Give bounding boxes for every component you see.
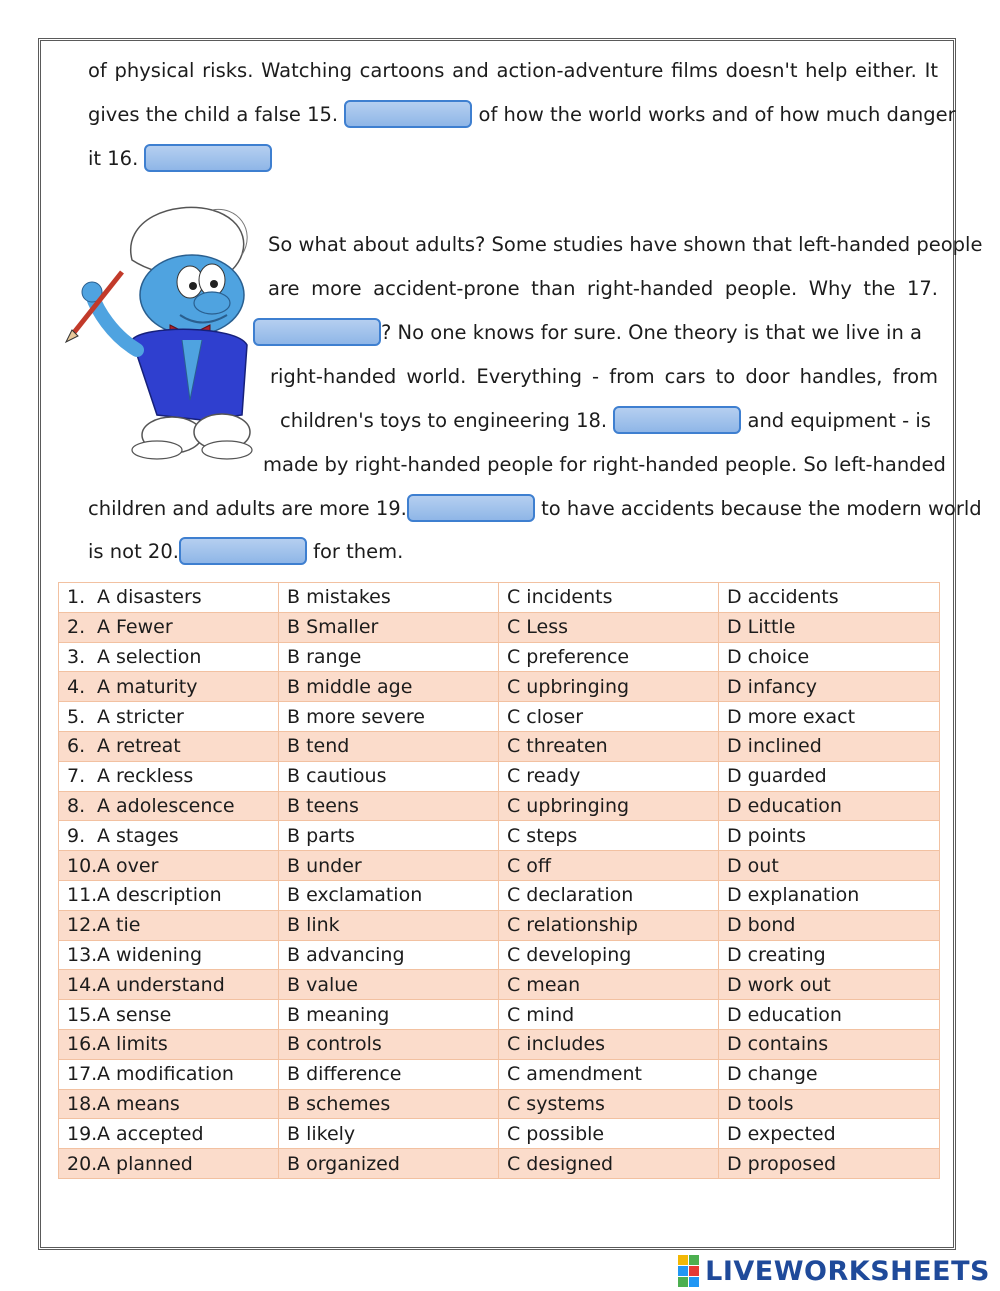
- option-cell: [59, 731, 279, 761]
- option-cell: [719, 612, 940, 642]
- option-text: A accepted: [97, 1122, 204, 1145]
- option-text: D tools: [727, 1092, 794, 1115]
- option-text: C designed: [507, 1152, 614, 1175]
- option-text: C ready: [507, 765, 581, 788]
- option-text: D inclined: [727, 735, 822, 758]
- option-text: D creating: [727, 943, 826, 966]
- option-cell: [719, 731, 940, 761]
- option-text: C amendment: [507, 1063, 642, 1086]
- option-text: B tend: [287, 735, 350, 758]
- passage-line: gives the child a false 15. of how the world works and of how much danger: [88, 93, 938, 137]
- passage-line: it 16.: [88, 137, 272, 181]
- option-cell: [279, 970, 499, 1000]
- passage-line: of physical risks. Watching cartoons and action-adventure films doesn't help either. It: [88, 59, 938, 82]
- options-row: [59, 910, 940, 940]
- option-text: A over: [97, 854, 159, 877]
- passage-line: children and adults are more 19. to have accidents because the modern world: [88, 487, 938, 531]
- option-cell: [719, 1029, 940, 1059]
- option-text: C Less: [507, 616, 569, 639]
- option-text: C declaration: [507, 884, 634, 907]
- option-cell: [59, 672, 279, 702]
- option-cell: [279, 821, 499, 851]
- option-cell: [59, 851, 279, 881]
- option-cell: [499, 702, 719, 732]
- option-cell: [719, 910, 940, 940]
- option-text: B parts: [287, 824, 355, 847]
- options-row: [59, 791, 940, 821]
- option-cell: [499, 642, 719, 672]
- option-text: C mind: [507, 1003, 575, 1026]
- option-text: B more severe: [287, 705, 425, 728]
- options-row: [59, 970, 940, 1000]
- option-cell: [279, 702, 499, 732]
- smurf-illustration: [62, 200, 262, 460]
- answer-gap-18[interactable]: [613, 406, 741, 434]
- option-cell: [59, 1119, 279, 1149]
- option-text: B mistakes: [287, 586, 391, 609]
- option-cell: [499, 583, 719, 613]
- option-text: C steps: [507, 824, 578, 847]
- option-cell: [279, 1000, 499, 1030]
- option-cell: [279, 1119, 499, 1149]
- option-text: C systems: [507, 1092, 605, 1115]
- option-cell: [279, 1029, 499, 1059]
- option-cell: [279, 880, 499, 910]
- brand-footer: [678, 1256, 990, 1286]
- option-text: B schemes: [287, 1092, 391, 1115]
- option-cell: [279, 761, 499, 791]
- options-row: [59, 1029, 940, 1059]
- option-text: D choice: [727, 645, 810, 668]
- option-cell: [279, 940, 499, 970]
- question-number: 12.: [67, 914, 98, 937]
- question-number: 9.: [67, 824, 86, 847]
- option-cell: [59, 1029, 279, 1059]
- option-text: A Fewer: [97, 616, 173, 639]
- option-cell: [499, 1089, 719, 1119]
- option-cell: [719, 970, 940, 1000]
- passage-line: is not 20. for them.: [88, 530, 403, 574]
- options-row: [59, 1059, 940, 1089]
- passage-line: ? No one knows for sure. One theory is that we live in a: [253, 311, 938, 355]
- answer-gap-19[interactable]: [407, 494, 535, 522]
- option-text: A widening: [97, 943, 203, 966]
- question-number: 14.: [67, 973, 98, 996]
- option-text: D explanation: [727, 884, 860, 907]
- option-text: A means: [97, 1092, 180, 1115]
- option-text: D accidents: [727, 586, 839, 609]
- passage-line: children's toys to engineering 18. and equipment - is: [280, 399, 938, 443]
- passage-line: are more accident-prone than right-handed people. Why the 17.: [268, 277, 938, 300]
- option-cell: [279, 731, 499, 761]
- option-text: B advancing: [287, 943, 405, 966]
- option-text: B teens: [287, 794, 359, 817]
- option-text: B value: [287, 973, 358, 996]
- option-cell: [279, 612, 499, 642]
- option-text: A limits: [97, 1033, 168, 1056]
- option-text: C possible: [507, 1122, 605, 1145]
- question-number: 16.: [67, 1033, 98, 1056]
- options-row: [59, 1089, 940, 1119]
- option-text: A selection: [97, 645, 202, 668]
- option-cell: [719, 821, 940, 851]
- option-cell: [59, 583, 279, 613]
- option-cell: [59, 1059, 279, 1089]
- answer-gap-20[interactable]: [179, 537, 307, 565]
- option-cell: [59, 1089, 279, 1119]
- question-number: 7.: [67, 765, 86, 788]
- option-text: D education: [727, 794, 842, 817]
- option-text: D infancy: [727, 675, 818, 698]
- option-cell: [499, 880, 719, 910]
- options-row: [59, 821, 940, 851]
- option-text: A tie: [97, 914, 141, 937]
- option-cell: [719, 851, 940, 881]
- options-row: [59, 702, 940, 732]
- option-text: B controls: [287, 1033, 382, 1056]
- answer-gap-17[interactable]: [253, 318, 381, 346]
- option-text: C upbringing: [507, 675, 630, 698]
- answer-gap-16[interactable]: [144, 144, 272, 172]
- option-cell: [279, 672, 499, 702]
- option-cell: [499, 821, 719, 851]
- option-text: C includes: [507, 1033, 606, 1056]
- option-cell: [59, 821, 279, 851]
- option-text: B range: [287, 645, 362, 668]
- option-cell: [719, 880, 940, 910]
- options-row: [59, 880, 940, 910]
- option-text: D out: [727, 854, 779, 877]
- option-text: D guarded: [727, 765, 827, 788]
- option-text: B cautious: [287, 765, 387, 788]
- option-text: D more exact: [727, 705, 856, 728]
- option-cell: [719, 761, 940, 791]
- option-text: C upbringing: [507, 794, 630, 817]
- option-text: C relationship: [507, 914, 638, 937]
- option-text: C preference: [507, 645, 630, 668]
- question-number: 19.: [67, 1122, 98, 1145]
- option-text: B likely: [287, 1122, 356, 1145]
- question-number: 3.: [67, 645, 86, 668]
- option-text: B meaning: [287, 1003, 390, 1026]
- option-text: A modification: [97, 1063, 234, 1086]
- options-row: [59, 761, 940, 791]
- option-text: A retreat: [97, 735, 181, 758]
- options-row: [59, 583, 940, 613]
- option-text: D contains: [727, 1033, 829, 1056]
- option-text: C closer: [507, 705, 584, 728]
- option-cell: [499, 940, 719, 970]
- option-cell: [499, 970, 719, 1000]
- options-row: [59, 612, 940, 642]
- option-text: C off: [507, 854, 552, 877]
- option-text: C threaten: [507, 735, 608, 758]
- option-cell: [279, 583, 499, 613]
- option-text: A disasters: [97, 586, 202, 609]
- option-cell: [279, 1149, 499, 1179]
- options-row: [59, 1149, 940, 1179]
- option-text: B Smaller: [287, 616, 379, 639]
- option-text: C incidents: [507, 586, 613, 609]
- options-row: [59, 1000, 940, 1030]
- option-text: C mean: [507, 973, 581, 996]
- option-cell: [499, 672, 719, 702]
- passage-line: made by right-handed people for right-handed people. So left-handed: [263, 453, 946, 476]
- option-cell: [59, 612, 279, 642]
- question-number: 1.: [67, 586, 86, 609]
- passage-line: right-handed world. Everything - from cars to door handles, from: [270, 365, 938, 388]
- question-number: 11.: [67, 884, 98, 907]
- option-cell: [719, 1119, 940, 1149]
- option-cell: [719, 1149, 940, 1179]
- option-text: D change: [727, 1063, 818, 1086]
- option-text: D expected: [727, 1122, 836, 1145]
- option-cell: [279, 910, 499, 940]
- option-cell: [719, 702, 940, 732]
- option-cell: [279, 851, 499, 881]
- brand-name: LIVEWORKSHEETS: [705, 1255, 990, 1287]
- option-cell: [499, 1119, 719, 1149]
- question-number: 5.: [67, 705, 86, 728]
- option-cell: [499, 851, 719, 881]
- option-text: D Little: [727, 616, 796, 639]
- option-text: D education: [727, 1003, 842, 1026]
- option-cell: [719, 1089, 940, 1119]
- passage-line: So what about adults? Some studies have shown that left-handed people: [268, 233, 983, 256]
- option-cell: [59, 940, 279, 970]
- option-cell: [59, 642, 279, 672]
- option-cell: [279, 1089, 499, 1119]
- option-text: C developing: [507, 943, 632, 966]
- option-text: B difference: [287, 1063, 402, 1086]
- option-cell: [719, 940, 940, 970]
- question-number: 4.: [67, 675, 86, 698]
- options-row: [59, 642, 940, 672]
- options-row: [59, 731, 940, 761]
- option-text: A adolescence: [97, 794, 235, 817]
- question-number: 15.: [67, 1003, 98, 1026]
- option-text: A stages: [97, 824, 179, 847]
- option-cell: [499, 761, 719, 791]
- option-cell: [719, 642, 940, 672]
- options-row: [59, 851, 940, 881]
- option-cell: [499, 791, 719, 821]
- option-cell: [59, 970, 279, 1000]
- option-text: A maturity: [97, 675, 198, 698]
- option-text: B middle age: [287, 675, 413, 698]
- liveworksheets-logo-icon: [678, 1255, 699, 1287]
- option-text: D proposed: [727, 1152, 837, 1175]
- option-text: A reckless: [97, 765, 194, 788]
- option-cell: [279, 642, 499, 672]
- option-cell: [499, 1059, 719, 1089]
- question-number: 10.: [67, 854, 98, 877]
- option-text: B organized: [287, 1152, 400, 1175]
- options-row: [59, 1119, 940, 1149]
- question-number: 20.: [67, 1152, 98, 1175]
- question-number: 6.: [67, 735, 86, 758]
- option-cell: [59, 1149, 279, 1179]
- options-table: [58, 582, 940, 1179]
- option-text: D points: [727, 824, 807, 847]
- option-text: B under: [287, 854, 362, 877]
- option-text: A stricter: [97, 705, 184, 728]
- option-cell: [719, 1059, 940, 1089]
- option-text: D work out: [727, 973, 831, 996]
- question-number: 18.: [67, 1092, 98, 1115]
- question-number: 2.: [67, 616, 86, 639]
- option-cell: [499, 910, 719, 940]
- option-cell: [719, 791, 940, 821]
- option-text: A understand: [97, 973, 225, 996]
- question-number: 8.: [67, 794, 86, 817]
- option-text: B link: [287, 914, 340, 937]
- option-cell: [719, 1000, 940, 1030]
- option-cell: [499, 612, 719, 642]
- option-cell: [59, 1000, 279, 1030]
- options-row: [59, 672, 940, 702]
- option-cell: [279, 1059, 499, 1089]
- option-cell: [499, 1000, 719, 1030]
- option-cell: [59, 761, 279, 791]
- option-text: A sense: [97, 1003, 172, 1026]
- option-cell: [59, 880, 279, 910]
- option-text: A planned: [97, 1152, 193, 1175]
- options-row: [59, 940, 940, 970]
- option-cell: [59, 702, 279, 732]
- option-cell: [499, 731, 719, 761]
- question-number: 17.: [67, 1063, 98, 1086]
- option-text: B exclamation: [287, 884, 423, 907]
- option-cell: [59, 910, 279, 940]
- option-cell: [499, 1029, 719, 1059]
- option-cell: [719, 672, 940, 702]
- answer-gap-15[interactable]: [344, 100, 472, 128]
- option-text: A description: [97, 884, 222, 907]
- option-cell: [719, 583, 940, 613]
- option-cell: [499, 1149, 719, 1179]
- option-cell: [59, 791, 279, 821]
- option-text: D bond: [727, 914, 796, 937]
- question-number: 13.: [67, 943, 98, 966]
- option-cell: [279, 791, 499, 821]
